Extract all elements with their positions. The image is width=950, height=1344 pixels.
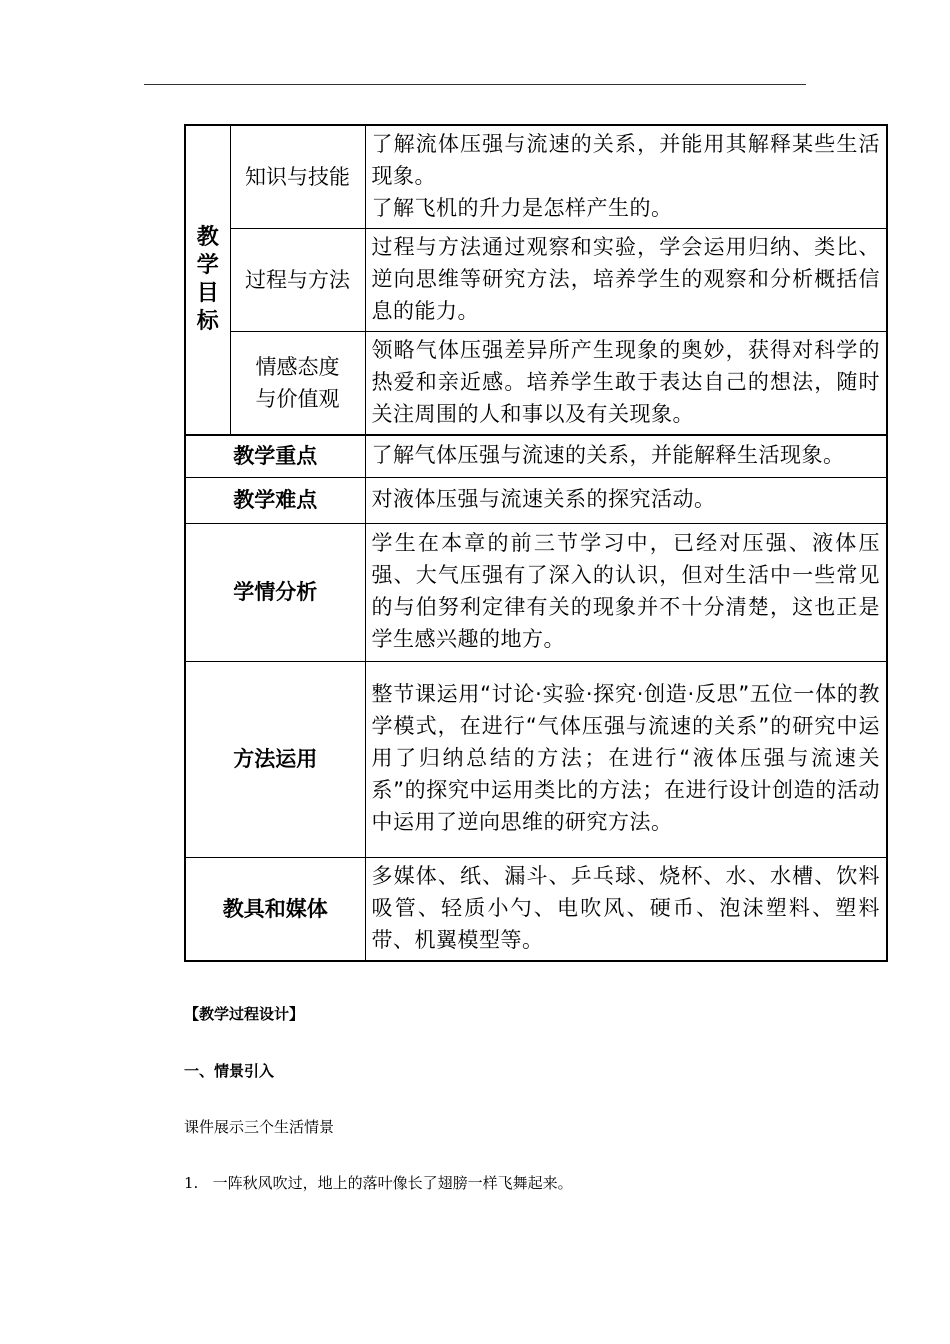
header-rule	[144, 84, 806, 85]
objective-label-attitude: 情感态度 与价值观	[230, 332, 365, 436]
content-materials: 多媒体、纸、漏斗、乒乓球、烧杯、水、水槽、饮料吸管、轻质小勺、电吹风、硬币、泡沫塑料、塑料带、机翼模型等。	[365, 857, 887, 961]
objectives-label-char: 目	[196, 281, 219, 306]
objectives-group-label	[185, 125, 230, 435]
content-methods: 整节课运用“讨论·实验·探究·创造·反思”五位一体的教学模式，在进行“气体压强与流速的关系”的研究中运用了归纳总结的方法；在进行“液体压强与流速关系”的探究中运用类比的方法；在进行设计创造的活动中运用了逆向思维的研究方法。	[365, 661, 887, 857]
objective-row-process	[185, 229, 887, 332]
section-title: 【教学过程设计】	[184, 1005, 305, 1023]
lesson-plan-table	[184, 124, 888, 962]
table-row-student-analysis	[185, 523, 887, 661]
objectives-label-char: 标	[196, 309, 219, 334]
objectives-label-char: 教	[196, 225, 219, 250]
objective-content-process: 过程与方法通过观察和实验，学会运用归纳、类比、逆向思维等研究方法，培养学生的观察和分析概括信息的能力。	[365, 229, 887, 332]
table-row-key-points	[185, 435, 887, 477]
content-student-analysis: 学生在本章的前三节学习中，已经对压强、液体压强、大气压强有了深入的认识，但对生活中一些常见的与伯努利定律有关的现象并不十分清楚，这也正是学生感兴趣的地方。	[365, 523, 887, 661]
objective-content-attitude: 领略气体压强差异所产生现象的奥妙，获得对科学的热爱和亲近感。培养学生敢于表达自己的想法，随时关注周围的人和事以及有关现象。	[365, 332, 887, 436]
table-row-materials	[185, 857, 887, 961]
table-row-methods	[185, 661, 887, 857]
objective-label-knowledge: 知识与技能	[230, 125, 365, 229]
label-student-analysis: 学情分析	[185, 523, 365, 661]
objective-content-knowledge: 了解流体压强与流速的关系，并能用其解释某些生活现象。 了解飞机的升力是怎样产生的。	[365, 125, 887, 229]
objective-label-process: 过程与方法	[230, 229, 365, 332]
subsection-title: 一、情景引入	[184, 1062, 275, 1080]
objectives-label-char: 学	[196, 253, 219, 278]
label-key-points: 教学重点	[185, 435, 365, 477]
label-materials: 教具和媒体	[185, 857, 365, 961]
objective-row-attitude	[185, 332, 887, 436]
label-methods: 方法运用	[185, 661, 365, 857]
content-key-points: 了解气体压强与流速的关系，并能解释生活现象。	[365, 435, 887, 477]
list-item-1: 1. 一阵秋风吹过，地上的落叶像长了翅膀一样飞舞起来。	[184, 1174, 573, 1192]
table-row-difficulties	[185, 477, 887, 523]
content-difficulties: 对液体压强与流速关系的探究活动。	[365, 477, 887, 523]
intro-paragraph: 课件展示三个生活情景	[184, 1118, 335, 1136]
label-difficulties: 教学难点	[185, 477, 365, 523]
objective-row-knowledge	[185, 125, 887, 229]
